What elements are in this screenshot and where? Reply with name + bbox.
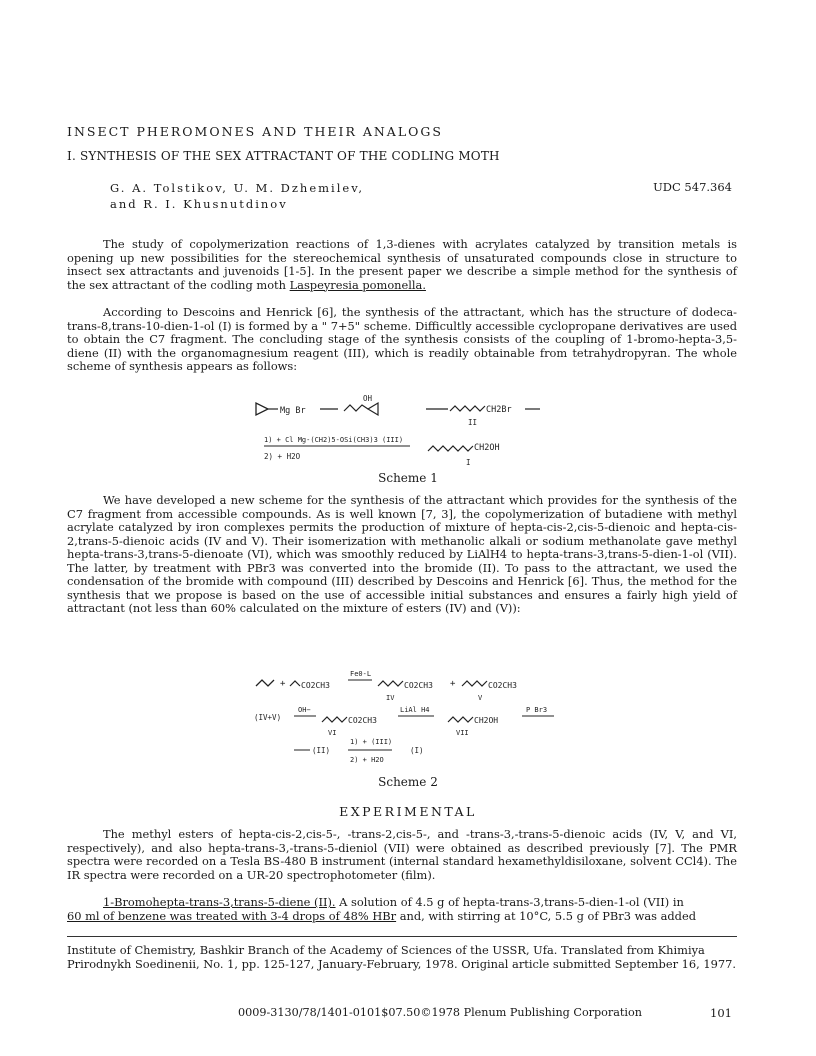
scheme2-ch2oh: CH2OH — [474, 716, 499, 725]
scheme2-plus-2: + — [450, 679, 456, 689]
scheme2-ester-vi: CO2CH3 — [348, 716, 377, 725]
cyclopropane-icon — [368, 403, 378, 415]
scheme2-step-2: 2) + H2O — [350, 756, 384, 764]
dodecadienol-chain-icon — [428, 446, 473, 451]
experimental-paragraph-1: The methyl esters of hepta-cis-2,cis-5-, -trans-2,cis-5-, and -trans-3,-trans-5-dienoic acids (IV, V, and VI, respectively), and also hepta-trans-3,-trans-5-dieniol (VII) were obtained as described previously [7]. The PMR spectra were recorded on a Tesla BS-480 B instrument (internal standard hexamethyldisiloxane, solvent CCl4). The IR spectra were recorded on a UR-20 spectrophotometer (film). — [67, 827, 737, 882]
body-paragraph-3: We have developed a new scheme for the synthesis of the attractant which provides for the synthesis of the C7 fragment from accessible compounds. As is well known [7, 3], the copolymerization of butadiene with methyl acrylate catalyzed by iron complexes permits the production of mixture of hepta-cis-2,cis-5-dienoic and hepta-cis-2,trans-5-dienoic acids (IV and V). Their isomerization with methanolic alkali or sodium methanolate gave methyl hepta-trans-3,trans-5-dienoate (VI), which was smoothly reduced by LiAlH4 to hepta-trans-3,trans-5-dien-1-ol (VII). The latter, by treatment with PBr3 was converted into the bromide (II). To pass to the attractant, we used the condensation of the bromide with compound (III) described by Descoins and Henrick [6]. Thus, the method for the synthesis that we propose is based on the use of accessible initial substances and ensures a fairly high yield of attractant (not less than 60% calculated on the mixture of esters (IV) and (V)): — [67, 493, 737, 615]
scheme-1-label: Scheme 1 — [378, 471, 438, 485]
diene-chain-icon — [344, 405, 368, 411]
scheme1-oh: OH — [363, 395, 373, 403]
intro-paragraph-2: According to Descoins and Henrick [6], the synthesis of the attractant, which has the structure of dodeca-trans-8,trans-10-dien-1-ol (I) is formed by a " 7+5" scheme. Difficultly accessible cyclopropane derivatives are used to obtain the C7 fragment. The concluding stage of the synthesis consists of the coupling of 1-bromo-hepta-3,5-diene (II) with the organomagnesium reagent (III), which is readily obtainable from tetrahydropyran. The whole scheme of synthesis appears as follows: — [67, 305, 737, 373]
scheme2-acrylate-ester: CO2CH3 — [301, 681, 330, 690]
compound-i-ref: (I) — [410, 746, 424, 755]
ester-v-chain-icon — [462, 681, 487, 686]
compound-ii-ref: (II) — [312, 746, 331, 755]
procedure-title: 1-Bromohepta-trans-3,trans-5-diene (II). — [103, 895, 336, 909]
scheme2-oh-minus: OH− — [298, 706, 311, 714]
scheme2-plus-1: + — [280, 679, 286, 689]
scheme1-ch2br: CH2Br — [486, 405, 512, 415]
experimental-heading: EXPERIMENTAL — [339, 804, 477, 819]
scheme2-pbr3: P Br3 — [526, 706, 548, 714]
procedure-text-underlined: 60 ml of benzene was treated with 3-4 drops of 48% HBr — [67, 908, 397, 923]
species-name: Laspeyresia pomonella. — [289, 277, 426, 292]
authors-line-1: G. A. Tolstikov, U. M. Dzhemilev, — [110, 181, 364, 195]
scheme2-catalyst: Fe0-L — [350, 670, 372, 678]
authors — [110, 180, 364, 212]
compound-vii-label: VII — [456, 729, 469, 737]
procedure-text-1: A solution of 4.5 g of hepta-trans-3,trans-5-dien-1-ol (VII) in — [335, 895, 684, 909]
scheme-1-diagram — [250, 395, 570, 473]
compound-v-label: V — [478, 694, 483, 702]
scheme2-ester-v: CO2CH3 — [488, 681, 517, 690]
acrylate-icon — [290, 681, 300, 686]
compound-ii-label: II — [468, 418, 478, 427]
copyright-line: 0009-3130/78/1401-0101$07.50©1978 Plenum Publishing Corporation — [238, 1006, 642, 1019]
butadiene-icon — [256, 680, 274, 686]
scheme2-lialh4: LiAl H4 — [400, 706, 430, 714]
experimental-paragraph-2 — [67, 896, 737, 923]
scheme-2-diagram — [250, 664, 570, 770]
scheme2-start: (IV+V) — [254, 713, 282, 722]
scheme1-step-2: 2) + H2O — [264, 452, 301, 461]
page-number: 101 — [710, 1006, 732, 1020]
article-title: I. SYNTHESIS OF THE SEX ATTRACTANT OF THE CODLING MOTH — [67, 149, 500, 163]
procedure-text-2: and, with stirring at 10°C, 5.5 g of PBr3 was added — [396, 908, 696, 923]
compound-vi-label: VI — [328, 729, 337, 737]
intro-text: The study of copolymerization reactions of 1,3-dienes with acrylates catalyzed by transition metals is opening up new possibilities for the stereochemical synthesis of unsaturated compounds close in structure to insect sex attractants and juvenoids [1-5]. In the present paper we describe a simple method for the synthesis of the sex attractant of the codling moth — [67, 237, 737, 292]
compound-i-label: I — [466, 458, 471, 467]
scheme1-mgbr: Mg Br — [280, 406, 306, 416]
bromodiene-chain-icon — [450, 406, 485, 411]
ester-iv-chain-icon — [378, 681, 403, 686]
dienol-vii-chain-icon — [448, 717, 473, 722]
cyclopropyl-ring-icon — [256, 403, 268, 415]
footnote-rule — [67, 936, 737, 937]
series-title: INSECT PHEROMONES AND THEIR ANALOGS — [67, 124, 443, 139]
scheme1-ch2oh: CH2OH — [474, 443, 500, 453]
scheme-2-label: Scheme 2 — [378, 775, 438, 789]
compound-iv-label: IV — [386, 694, 395, 702]
ester-vi-chain-icon — [322, 717, 347, 722]
authors-line-2: and R. I. Khusnutdinov — [110, 197, 288, 211]
udc-code: UDC 547.364 — [653, 180, 732, 194]
scheme1-step-1: 1) + Cl Mg-(CH2)5-OSi(CH3)3 (III) — [264, 436, 404, 444]
scheme2-ester-iv: CO2CH3 — [404, 681, 433, 690]
intro-paragraph-1 — [67, 238, 737, 292]
affiliation-footnote: Institute of Chemistry, Bashkir Branch of the Academy of Sciences of the USSR, Ufa. Translated from Khimiya Prirodnykh Soedinenii, No. 1, pp. 125-127, January-February, 1978. Original article submitted September 16, 1977. — [67, 943, 736, 971]
scheme2-step-1: 1) + (III) — [350, 738, 393, 746]
